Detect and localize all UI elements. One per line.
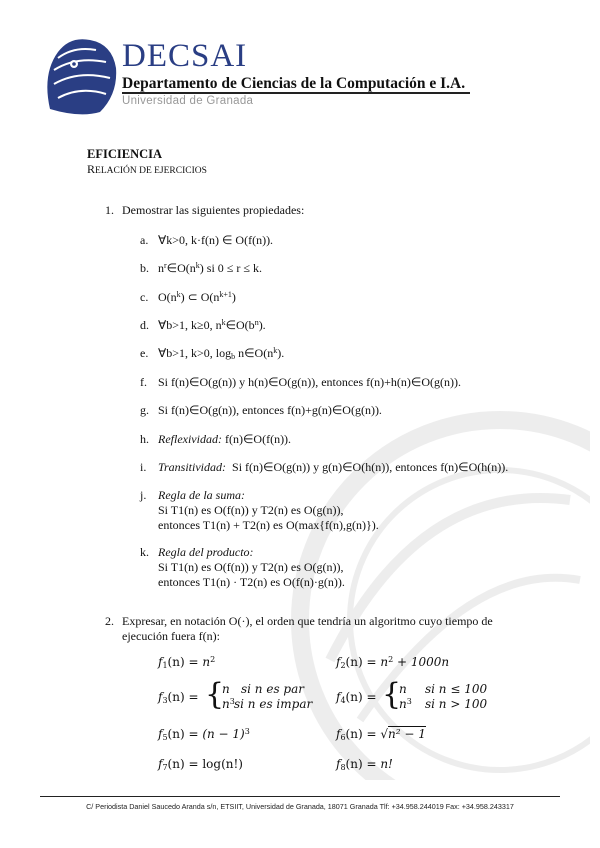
item-h-label: h. [140,432,149,446]
item-a-label: a. [140,233,149,247]
function-f4-lhs: $f_4(n)$ = [336,690,377,705]
item-h-text: Reflexividad: f(n)∈O(f(n)). [158,432,292,446]
f4-case2-value: $n^3$ [399,697,412,711]
item-e-label: e. [140,346,149,360]
item-g-text: Si f(n)∈O(g(n)), entonces f(n)+g(n)∈O(g(n)). [158,403,382,417]
item-g-label: g. [140,403,149,417]
function-f7: $f_7(n) = \log(n!)$ [158,757,243,772]
exercise-1-intro: Demostrar las siguientes propiedades: [122,203,305,217]
university-name: Universidad de Granada [122,95,254,107]
document-title: EFICIENCIA [87,147,163,161]
document-subtitle: RELACIÓN DE EJERCICIOS [87,162,207,176]
f3-brace: { [205,677,225,712]
item-f-label: f. [140,375,147,389]
item-f-text: Si f(n)∈O(g(n)) y h(n)∈O(g(n)), entonces f(n)+h(n)∈O(g(n)). [158,375,462,389]
item-i-label: i. [140,460,147,474]
item-j-text: Regla de la suma: Si T1(n) es O(f(n)) y T2(n) es O(g(n)), entonces T1(n) + T2(n) es O(max{f(n),g(n)}). [158,488,379,532]
item-k-text: Regla del producto: Si T1(n) es O(f(n)) y T2(n) es O(g(n)), entonces T1(n) · T2(n) es O(f(n)·g(n)). [158,545,345,589]
f3-case1-value: n [222,682,230,696]
f4-brace: { [382,677,402,712]
item-j-label: j. [140,488,147,502]
item-e-text: ∀b>1, k>0, $\log_b$ $n\in O(n^k)$. [158,346,285,361]
department-name: Departamento de Ciencias de la Computación e I.A. [122,75,466,92]
item-d-label: d. [140,318,149,332]
footer-address: C/ Periodista Daniel Saucedo Aranda s/n, ETSIIT, Universidad de Granada, 18071 Granada Tlf: +34.958.244019 Fax: +34.958.243317 [86,802,514,811]
function-f2: $f_2(n) = n^2 + 1000n$ [336,655,450,670]
item-b-text: $n^r\in O(n^k)$ si 0 ≤ r ≤ k. [158,261,262,275]
f3-case2-value: $n^3$ [222,697,235,711]
f4-case1-value: n [399,682,407,696]
function-f6: $f_6(n) = √n^2 - 1$ [336,727,426,742]
item-c-text: $O(n^k)$ ⊂ $O(n^{k+1})$ [158,290,236,304]
item-c-label: c. [140,290,149,304]
f3-case2-cond: si n es impar [234,697,313,711]
item-b-label: b. [140,261,149,275]
item-i-text: Transitividad: Si f(n)∈O(g(n)) y g(n)∈O(h(n)), entonces f(n)∈O(h(n)). [158,460,509,474]
function-f5: $f_5(n) = (n - 1)^3$ [158,727,250,742]
f3-case1-cond: si n es par [241,682,304,696]
function-f8: $f_8(n) = n$! [336,757,393,772]
footer-rule [40,796,560,797]
exercise-2-intro: Expresar, en notación O(·), el orden que tendría un algoritmo cuyo tiempo de ejecución fuera f(n): [122,614,493,643]
exercise-1-number: 1. [105,203,114,217]
f4-case2-cond: si n > 100 [425,697,488,711]
brand-name: DECSAI [122,38,248,74]
item-a-text: ∀k>0, k·f(n) ∈ O(f(n)). [158,233,274,247]
function-f1: $f_1(n) = n^2$ [158,655,216,670]
f4-case1-cond: si n ≤ 100 [425,682,488,696]
owl-logo-icon [40,34,118,116]
function-f3-lhs: $f_3(n)$ = [158,690,199,705]
header-rule [122,92,470,94]
item-d-text: ∀b>1, k≥0, $n^k\in O(b^n)$. [158,318,266,332]
item-k-label: k. [140,545,149,559]
exercise-2-number: 2. [105,614,114,628]
